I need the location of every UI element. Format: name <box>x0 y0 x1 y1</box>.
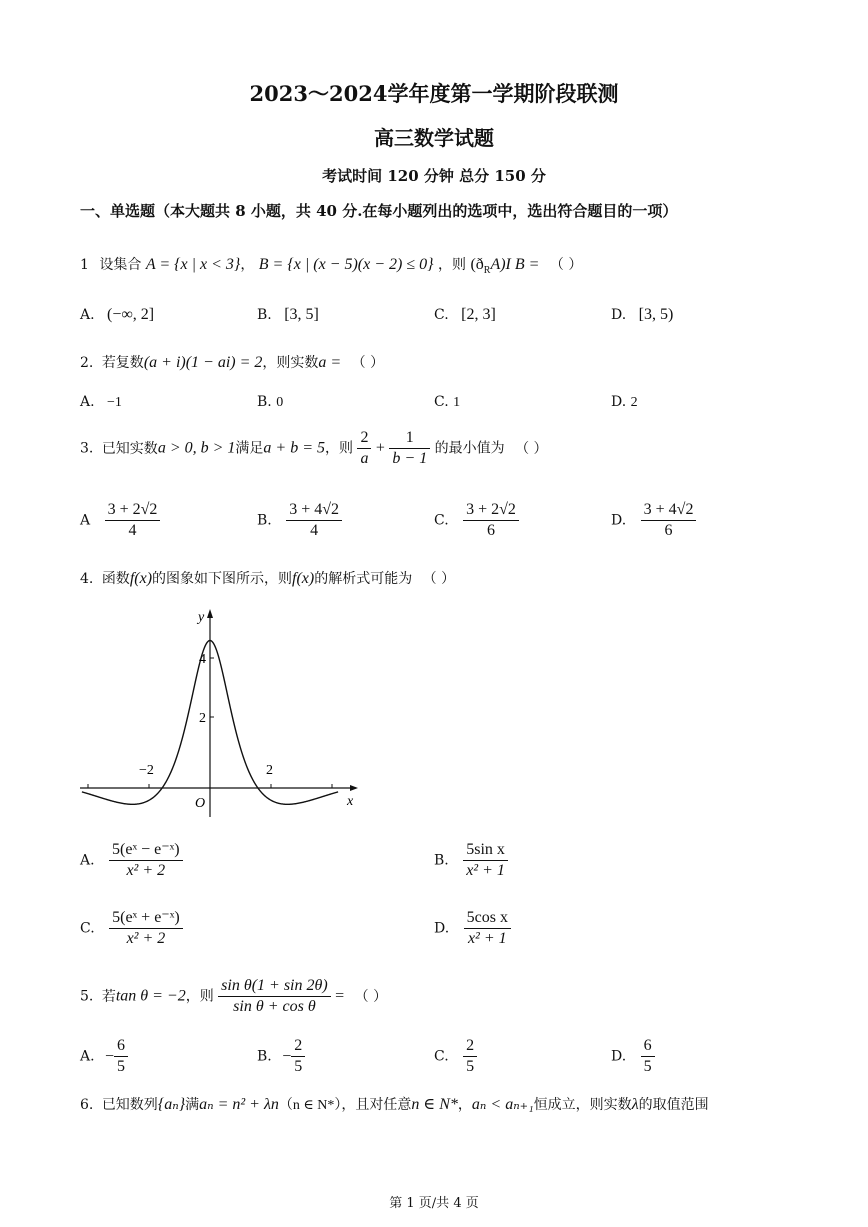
q2-option-b[interactable]: B. 0 <box>257 394 284 410</box>
answer-blank: （ ） <box>351 355 385 371</box>
q1-option-b[interactable]: B. [3, 5] <box>257 306 319 323</box>
answer-blank: （ ） <box>422 571 456 587</box>
answer-blank: （ ） <box>549 257 583 273</box>
q5-option-b[interactable]: B. − $\frac{2}{5}$ <box>257 1036 305 1077</box>
y-axis-label: y <box>198 610 205 625</box>
exam-subtitle: 高三数学试题 <box>374 126 494 150</box>
question-number: 3. <box>80 440 94 457</box>
question-number: 1 <box>80 257 89 273</box>
q1-option-c[interactable]: C. [2, 3] <box>434 306 496 323</box>
q4-option-c[interactable]: C. $\frac{\text{5(eˣ + e⁻ˣ)}}{\text{x² + 2}}$ <box>80 908 183 949</box>
question-number: 4. <box>80 571 94 587</box>
question-5: 5. 若tan θ = −2，则 $\frac{\text{sin θ(1 + sin 2θ)}}{\text{sin θ + cos θ}}$ = （ ） <box>80 977 388 1015</box>
set-a: A = {x | x < 3} <box>145 256 241 273</box>
q5-option-c[interactable]: C. $\frac{2}{5}$ <box>434 1036 477 1077</box>
question-2: 2. 若复数(a + i)(1 − ai) = 2，则实数a = （ ） <box>80 354 385 371</box>
y-tick-label-2: 2 <box>199 711 206 726</box>
question-6: 6. 已知数列{aₙ}满aₙ = n² + λn（n ∈ N*），且对任意n ∈ N*，aₙ < aₙ₊₁恒成立，则实数λ的取值范围 <box>80 1096 709 1113</box>
q3-option-b[interactable]: B. $\frac{3 + 4√2}{4}$ <box>257 500 342 541</box>
y-tick-label-4: 4 <box>199 652 206 667</box>
q1-option-d[interactable]: D. [3, 5) <box>611 306 674 323</box>
set-b: B = {x | (x − 5)(x − 2) ≤ 0} <box>258 256 434 273</box>
x-tick-label-2: 2 <box>266 763 273 778</box>
question-number: 5. <box>80 988 94 1005</box>
page-footer: 第 1 页/共 4 页 <box>389 1196 479 1211</box>
x-axis-label: x <box>347 794 354 809</box>
q5-option-a[interactable]: A. − $\frac{6}{5}$ <box>80 1036 128 1077</box>
q3-option-a[interactable]: A $\frac{3 + 2√2}{4}$ <box>80 500 160 541</box>
x-axis-arrow <box>350 785 358 791</box>
y-axis-arrow <box>207 609 213 618</box>
fraction: $\frac{\text{sin θ(1 + sin 2θ)}}{\text{sin θ + cos θ}}$ <box>218 976 331 1017</box>
q2-option-d[interactable]: D. 2 <box>611 394 638 410</box>
question-1: 1 设集合 A = {x | x < 3}， B = {x | (x − 5)(x − 2) ≤ 0} ，则 $(ð_RA)I$ B = （ ） <box>80 256 583 276</box>
function-graph <box>78 605 368 820</box>
q3-option-c[interactable]: C. $\frac{3 + 2√2}{6}$ <box>434 500 519 541</box>
question-4: 4. 函数f(x)的图象如下图所示，则f(x)的解析式可能为 （ ） <box>80 570 456 587</box>
question-number: 6. <box>80 1097 94 1113</box>
q5-option-d[interactable]: D. $\frac{6}{5}$ <box>611 1036 655 1077</box>
exam-info: 考试时间 120 分钟 总分 150 分 <box>322 167 546 185</box>
q2-option-a[interactable]: A. −1 <box>80 394 122 410</box>
x-tick-label-neg2: −2 <box>139 763 154 778</box>
q4-option-b[interactable]: B. $\frac{\text{5sin x}}{\text{x² + 1}}$ <box>434 840 508 881</box>
answer-blank: （ ） <box>354 988 388 1005</box>
q1-option-a[interactable]: A. (−∞, 2] <box>80 306 155 323</box>
fraction: $\frac{1}{b - 1}$ <box>389 428 430 469</box>
q2-option-c[interactable]: C. 1 <box>434 394 461 410</box>
q4-option-a[interactable]: A. $\frac{\text{5(eˣ − e⁻ˣ)}}{\text{x² + 2}}$ <box>80 840 183 881</box>
q3-option-d[interactable]: D. $\frac{3 + 4√2}{6}$ <box>611 500 696 541</box>
fraction: $\frac{2}{a}$ <box>357 428 371 469</box>
exam-title: 2023～2024学年度第一学期阶段联测 <box>249 81 619 106</box>
question-3: 3. 已知实数a > 0, b > 1满足a + b = 5，则 $\frac{2}{a}$ + $\frac{1}{b - 1}$ 的最小值为 （ ） <box>80 429 548 467</box>
q4-option-d[interactable]: D. $\frac{\text{5cos x}}{\text{x² + 1}}$ <box>434 908 511 949</box>
question-number: 2. <box>80 355 94 371</box>
section-heading: 一、单选题（本大题共 8 小题，共 40 分.在每小题列出的选项中，选出符合题目的一项） <box>80 202 678 220</box>
answer-blank: （ ） <box>515 440 548 457</box>
origin-label: O <box>195 796 206 811</box>
